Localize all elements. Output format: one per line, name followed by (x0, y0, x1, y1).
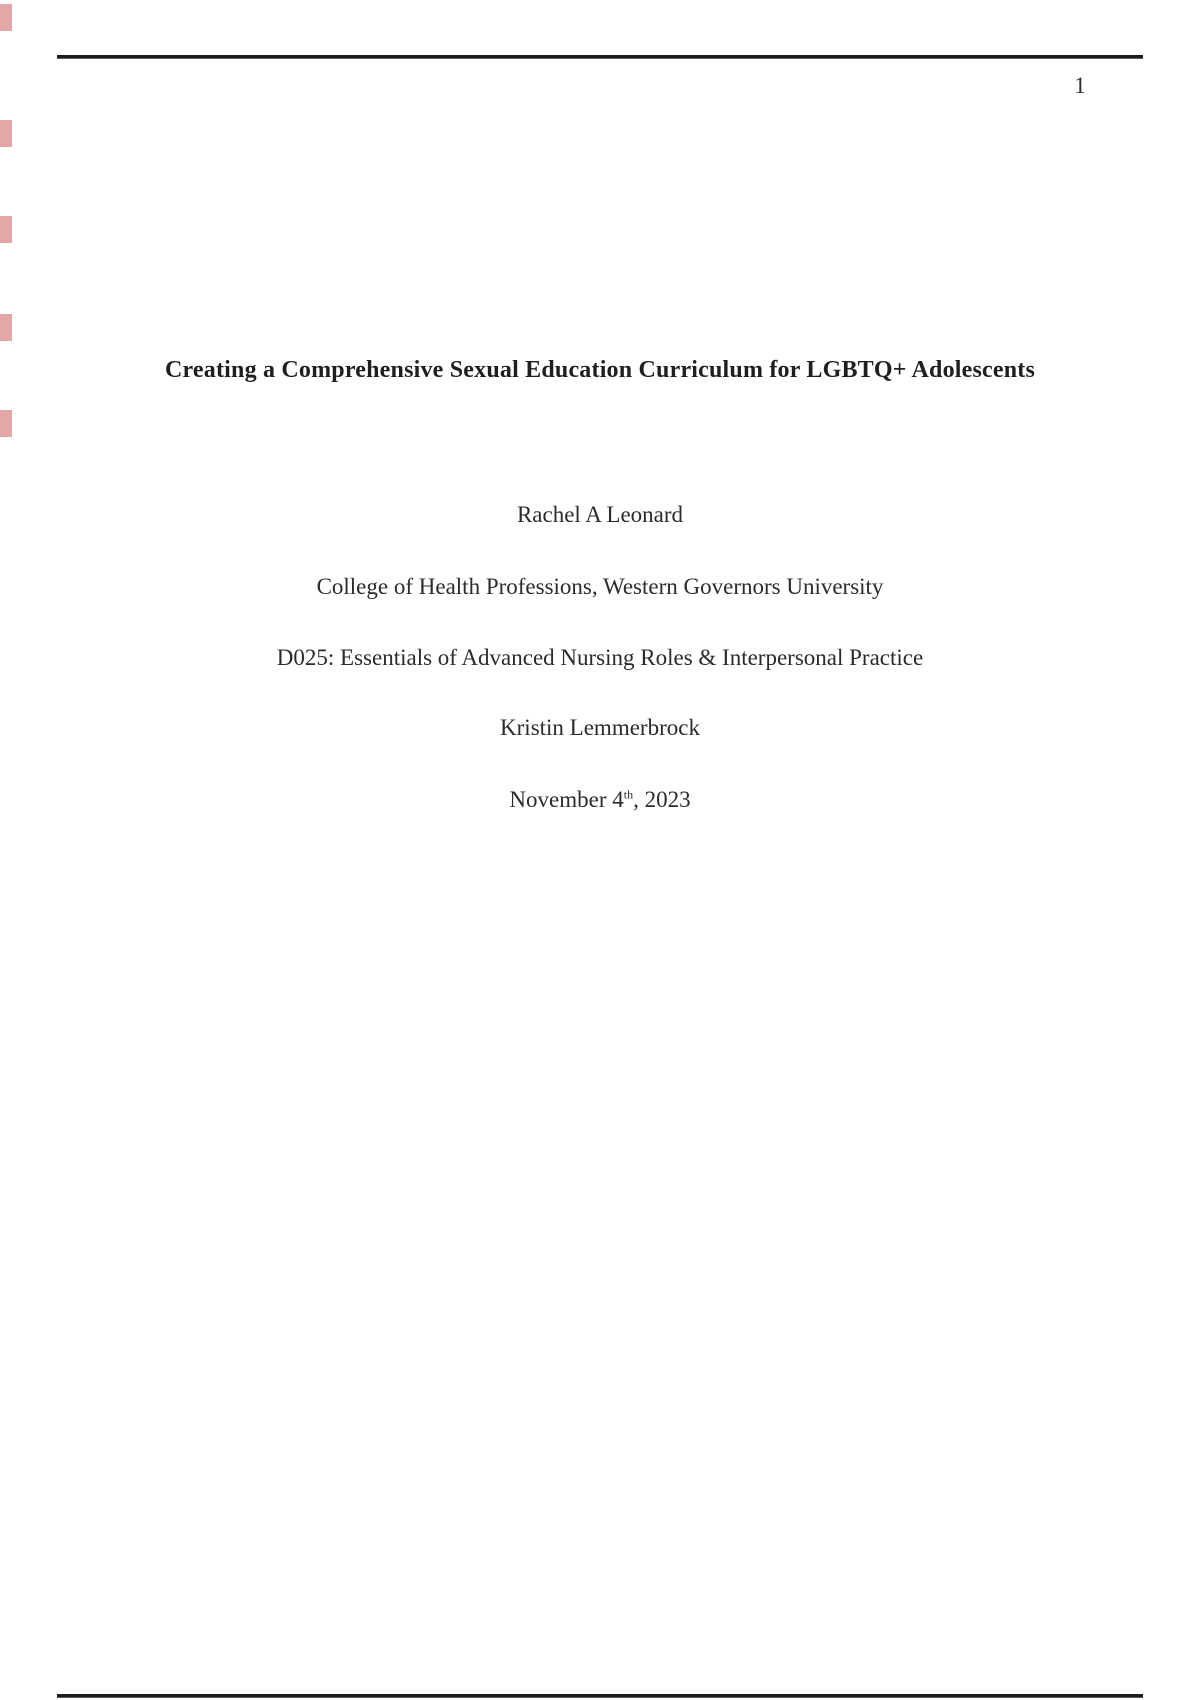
instructor-name: Kristin Lemmerbrock (500, 715, 700, 740)
submission-date (0, 786, 1200, 814)
page-edge-artifact (0, 216, 12, 243)
author-affiliation: College of Health Professions, Western Governors University (316, 574, 884, 599)
page-edge-artifact (0, 120, 12, 147)
date-year-text: , 2023 (633, 787, 691, 812)
date-text: November 4 (509, 787, 624, 812)
date-ordinal-superscript: th (623, 787, 634, 802)
footer-rule (57, 1694, 1143, 1698)
header-rule (57, 55, 1143, 59)
course-title: D025: Essentials of Advanced Nursing Roles & Interpersonal Practice (276, 645, 924, 670)
page-edge-artifact (0, 4, 12, 31)
author-name: Rachel A Leonard (516, 502, 684, 527)
page-edge-artifact (0, 314, 12, 341)
page-edge-artifact (0, 410, 12, 437)
page-number: 1 (1074, 73, 1086, 98)
paper-title: Creating a Comprehensive Sexual Education Curriculum for LGBTQ+ Adolescents (164, 357, 1036, 383)
